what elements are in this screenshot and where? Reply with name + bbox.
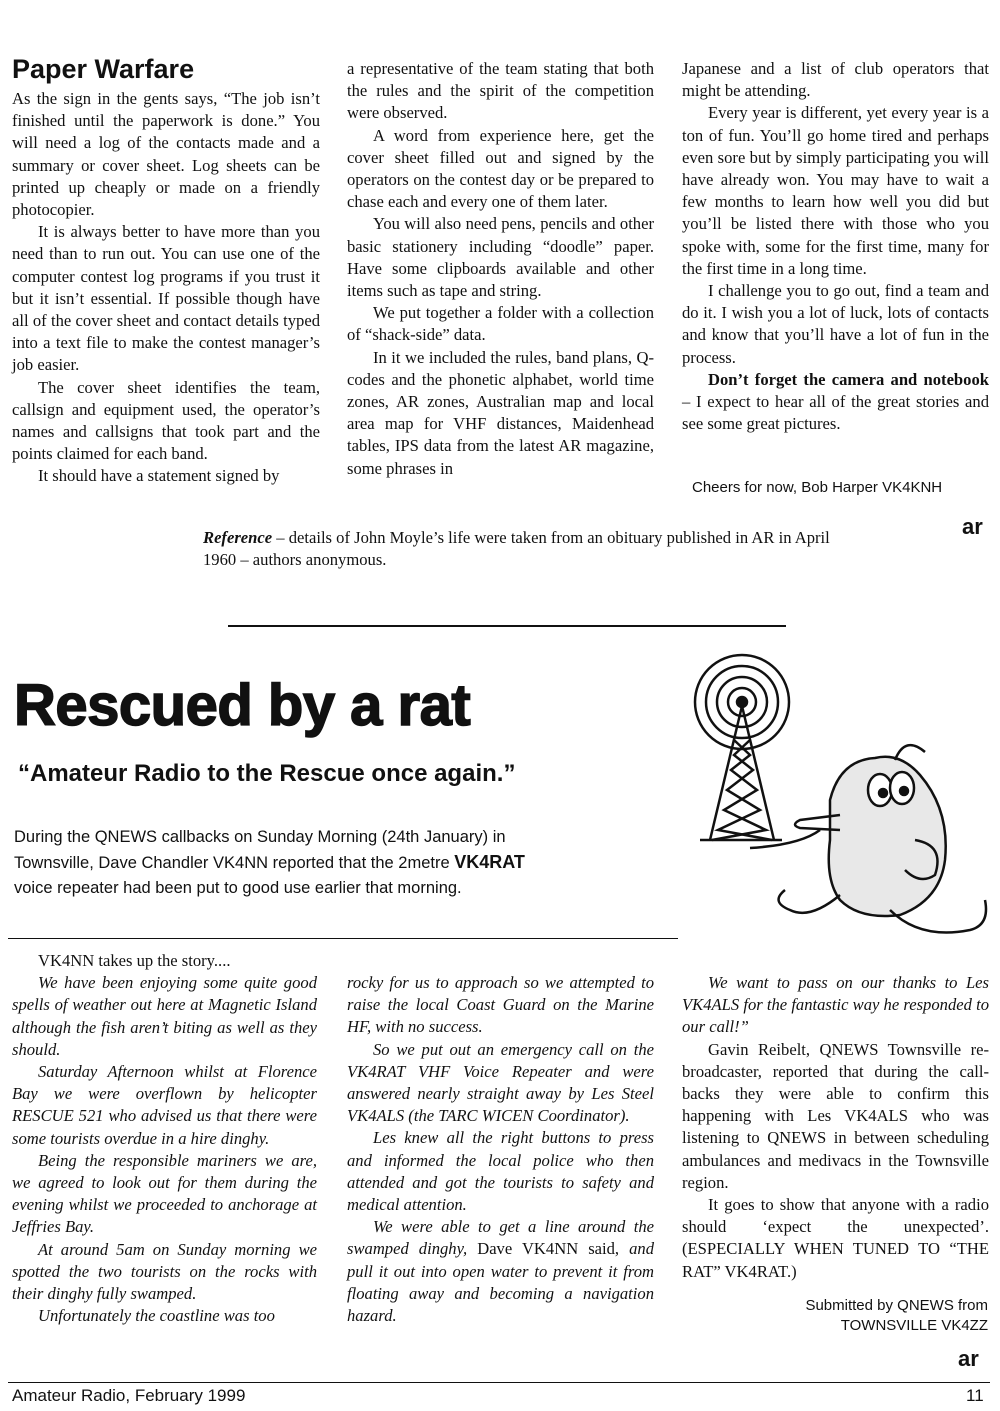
paragraph: So we put out an emergency call on the VK4RAT VHF Voice Repeater and were answered nearly straight away by Les Steel VK4ALS (the TARC WICEN Coordinator). <box>347 1039 654 1126</box>
repeater-callsign: VK4RAT <box>454 852 525 872</box>
paragraph: Unfortunately the coastline was too <box>38 1306 275 1326</box>
text: – I expect to hear all of the great stories and see some great pictures. <box>682 392 989 434</box>
paragraph: Japanese and a list of club operators that might be attending. <box>682 59 989 101</box>
paragraph: Saturday Afternoon whilst at Florence Bay we were overflown by helicopter RESCUE 521 who advised us that there were some tourists overdue in a hire dinghy. <box>12 1062 317 1148</box>
paragraph: Les knew all the right buttons to press and informed the local police who then attended and got the tourists to safety and medical attention. <box>347 1128 654 1215</box>
paragraph: It should have a statement signed by <box>38 466 280 486</box>
story-top-rule <box>8 938 678 939</box>
paragraph: The cover sheet identifies the team, callsign and equipment used, the operator’s names and callsigns that took part and the points claimed for each band. <box>12 377 320 464</box>
text: voice repeater had been put to good use earlier that morning. <box>14 879 462 897</box>
paper-warfare-title: Paper Warfare <box>12 54 195 84</box>
footer-rule <box>8 1382 990 1383</box>
text: Dave VK4NN said, <box>467 1239 630 1259</box>
submitted-line: TOWNSVILLE VK4ZZ <box>840 1317 988 1334</box>
rescued-col3 <box>682 972 989 1283</box>
ar-end-mark: ar <box>962 514 983 539</box>
paragraph: We put together a folder with a collection of “shack-side” data. <box>347 303 654 345</box>
rescued-col2 <box>347 972 654 1327</box>
rescued-col1 <box>12 950 317 1327</box>
ar-end-mark: ar <box>958 1346 979 1371</box>
reference-label: Reference <box>203 528 273 547</box>
paragraph: A word from experience here, get the cover sheet filled out and signed by the operators on the contest day or be prepared to chase each and every one of them later. <box>347 125 654 212</box>
paragraph: As the sign in the gents says, “The job isn’t finished until the paperwork is done.” You will need a log of the contacts made and a summary or cover sheet. Log sheets can be printed up cheaply or made on a friendly photocopier. <box>12 89 320 220</box>
footer-publication: Amateur Radio, February 1999 <box>12 1386 246 1405</box>
rescued-intro <box>14 825 554 901</box>
paragraph <box>682 369 989 436</box>
paragraph: I challenge you to go out, find a team and do it. I wish you a lot of luck, lots of contacts and know that you’ll have a lot of fun in the process. <box>682 281 989 367</box>
page-number: 11 <box>966 1386 984 1405</box>
paragraph: Being the responsible mariners we are, we agreed to look out for them during the evening whilst we proceeded to anchorage at Jeffries Bay. <box>12 1150 317 1237</box>
paragraph: rocky for us to approach so we attempted to raise the local Coast Guard on the Marine HF, with no success. <box>347 973 654 1037</box>
signoff: Cheers for now, Bob Harper VK4KNH <box>692 479 943 496</box>
paper-warfare-col1 <box>12 88 320 488</box>
rescued-title: Rescued by a rat <box>14 673 471 738</box>
paragraph: Every year is different, yet every year is a ton of fun. You’ll go home tired and perhaps even sore but by simply participating you will have already won. You may have to wait a few months to learn how well you did but you’ll be listed there with those who you spoke with, some for the first time, many for the first time in a long time. <box>682 103 989 278</box>
paper-warfare-col3 <box>682 58 989 435</box>
text: We were able to get a line around the swamped dinghy, <box>347 1217 654 1259</box>
paragraph: It goes to show that anyone with a radio should ‘expect the unexpected’. (ESPECIALLY WHEN TUNED TO “THE RAT” VK4RAT.) <box>682 1195 989 1281</box>
submitted-line: Submitted by QNEWS from <box>805 1297 988 1314</box>
emphasis: Don’t forget the camera and notebook <box>708 369 989 389</box>
reference-text: – details of John Moyle’s life were taken from an obituary published in AR in April 1960 – authors anonymous. <box>203 528 830 569</box>
paragraph: We have been enjoying some quite good spells of weather out here at Magnetic Island although the fish aren’t biting as well as they should. <box>12 973 317 1059</box>
submitted-by <box>805 1296 988 1336</box>
paragraph <box>347 1216 654 1327</box>
paper-warfare-col2 <box>347 58 654 480</box>
paragraph: It is always better to have more than you need than to run out. You can use one of the computer contest log programs if you trust it but it isn’t essential. If possible though have all of the cover sheet and contact details typed into a text file to make the contest manager’s job easier. <box>12 222 320 375</box>
paragraph: At around 5am on Sunday morning we spotted the two tourists on the rocks with their dinghy fully swamped. <box>12 1239 317 1304</box>
paragraph: a representative of the team stating that both the rules and the spirit of the competition were observed. <box>347 59 654 123</box>
rescued-subtitle: “Amateur Radio to the Rescue once again.” <box>18 760 516 787</box>
paragraph: VK4NN takes up the story.... <box>38 951 231 970</box>
rat-radio-illustration <box>690 640 995 945</box>
reference-note <box>203 527 863 571</box>
text: and pull it out into open water to prevent it from floating away and becoming a navigation hazard. <box>347 1239 654 1326</box>
paragraph: In it we included the rules, band plans, Q-codes and the phonetic alphabet, world time zones, AR zones, Australian map and local area map for VHF distances, Maidenhead tables, IPS data from the latest AR magazine, some phrases in <box>347 347 654 478</box>
text: During the QNEWS callbacks on Sunday Morning (24th January) in Townsville, Dave Chandler VK4NN reported that the 2metre <box>14 828 506 872</box>
paragraph: You will also need pens, pencils and other basic stationery including “doodle” paper. Have some clipboards available and other items such as tape and string. <box>347 214 654 301</box>
paragraph: We want to pass on our thanks to Les VK4ALS for the fantastic way he responded to our call!” <box>682 973 989 1037</box>
section-divider <box>228 625 786 627</box>
paragraph: Gavin Reibelt, QNEWS Townsville re-broadcaster, reported that during the call-backs they were able to confirm this happening with Les VK4ALS who was listening to QNEWS in between scheduling ambulances and medivacs in the Townsville region. <box>682 1039 989 1192</box>
